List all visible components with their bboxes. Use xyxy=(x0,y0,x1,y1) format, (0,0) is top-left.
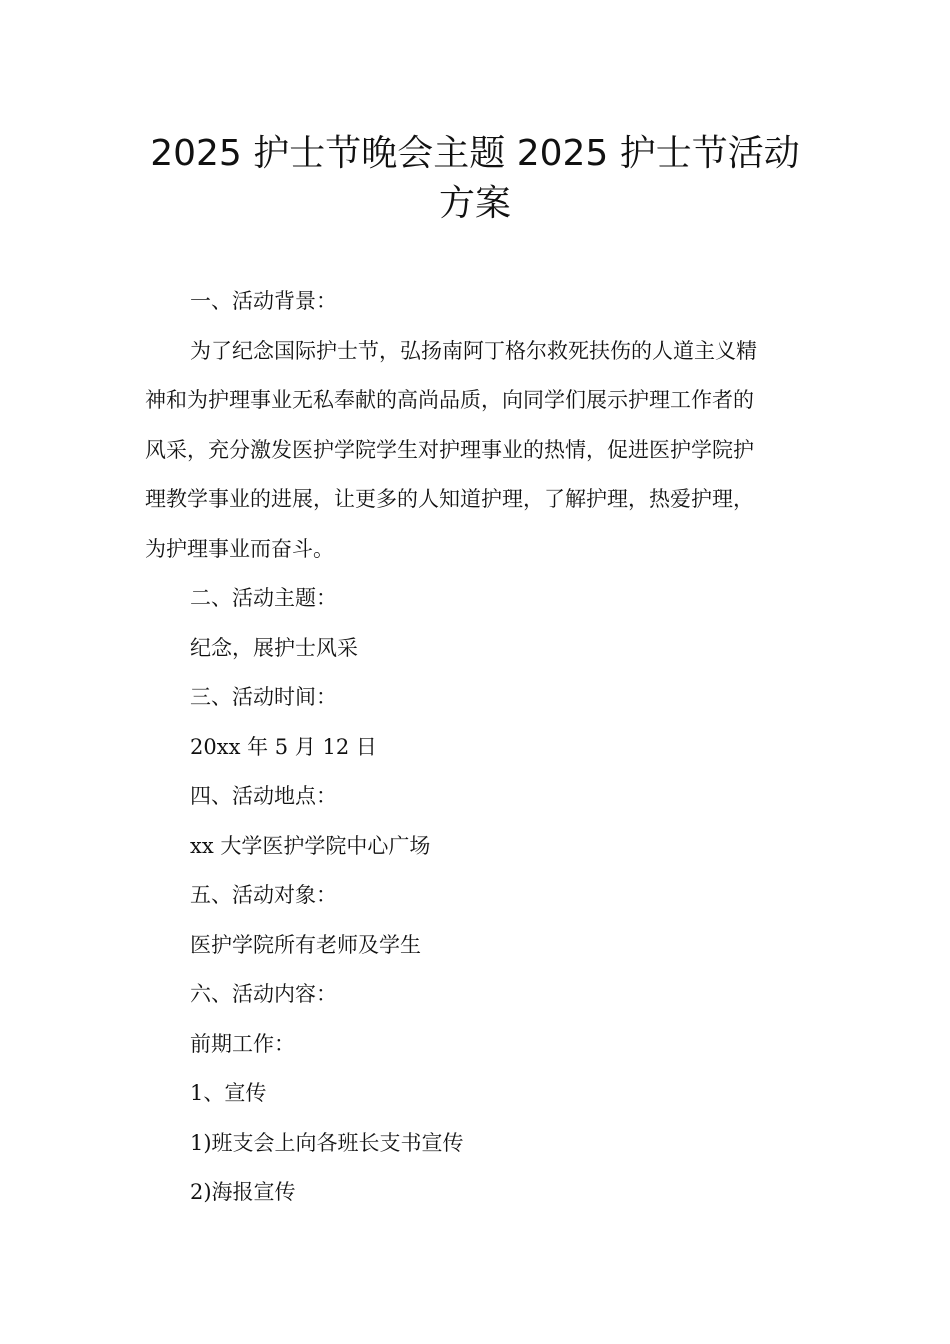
body-line: 二、活动主题： xyxy=(190,586,337,610)
document-body xyxy=(145,277,810,1218)
document-title-line-1: 2025 护士节晚会主题 2025 护士节活动 xyxy=(150,133,800,174)
body-line: 1、宣传 xyxy=(190,1081,267,1105)
body-line: 纪念，展护士风采 xyxy=(190,635,358,660)
body-line: 风采，充分激发医护学院学生对护理事业的热情，促进医护学院护 xyxy=(145,437,754,462)
body-line: xx 大学医护学院中心广场 xyxy=(190,833,431,858)
body-line: 20xx 年 5 月 12 日 xyxy=(190,734,377,759)
body-line: 神和为护理事业无私奉献的高尚品质，向同学们展示护理工作者的 xyxy=(145,388,754,412)
body-line: 三、活动时间： xyxy=(190,685,337,709)
body-line: 理教学事业的进展，让更多的人知道护理，了解护理，热爱护理， xyxy=(145,487,754,511)
body-line: 医护学院所有老师及学生 xyxy=(190,932,421,957)
body-line: 为护理事业而奋斗。 xyxy=(145,536,334,561)
body-line: 前期工作： xyxy=(190,1031,295,1056)
body-line: 为了纪念国际护士节，弘扬南阿丁格尔救死扶伤的人道主义精 xyxy=(190,338,757,363)
body-line: 五、活动对象： xyxy=(190,883,337,907)
body-line: 六、活动内容： xyxy=(190,982,337,1006)
body-line: 1)班支会上向各班长支书宣传 xyxy=(190,1130,464,1155)
document-title-line-2: 方案 xyxy=(438,183,511,224)
body-line: 2)海报宣传 xyxy=(190,1180,296,1204)
body-line: 四、活动地点： xyxy=(190,784,337,808)
body-line: 一、活动背景： xyxy=(190,289,337,313)
